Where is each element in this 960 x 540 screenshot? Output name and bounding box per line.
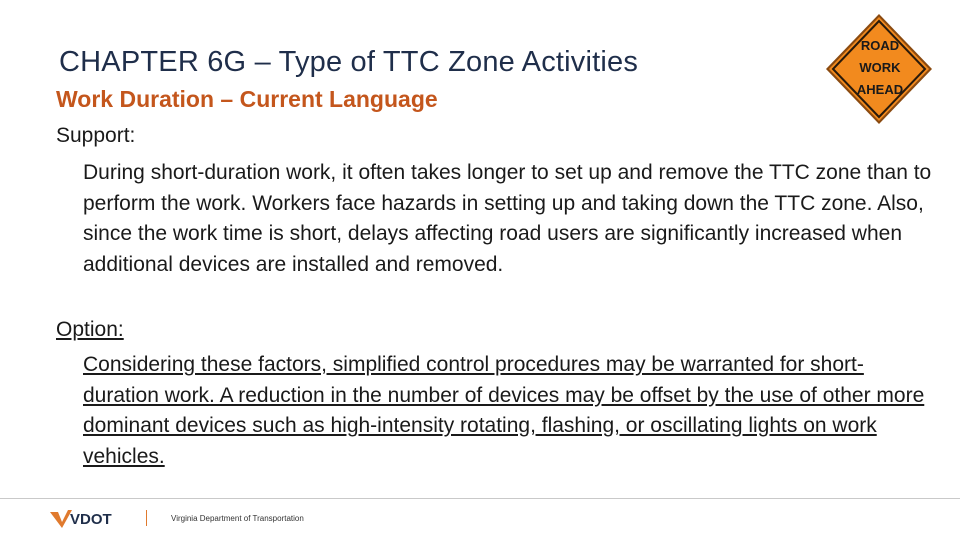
footer-separator xyxy=(146,510,147,526)
slide-subtitle: Work Duration – Current Language xyxy=(56,86,438,112)
sign-line-3: AHEAD xyxy=(856,82,904,97)
support-paragraph: During short-duration work, it often takes longer to set up and remove the TTC zone than to perform the work. Workers face hazards in setting up and taking down the TTC zone. Also, since the work time is short, delays affecting road users are significantly increased when additional devices are installed and removed. xyxy=(83,161,932,276)
department-name: Virginia Department of Transportation xyxy=(171,514,304,523)
slide-title: CHAPTER 6G – Type of TTC Zone Activities xyxy=(59,46,639,78)
vdot-logo-text: VDOT xyxy=(70,511,112,528)
option-label: Option: xyxy=(56,318,124,341)
vdot-logo xyxy=(48,508,128,530)
road-work-ahead-sign-icon xyxy=(824,12,934,126)
footer-divider xyxy=(0,498,960,499)
support-label: Support: xyxy=(56,124,136,147)
option-paragraph: Considering these factors, simplified control procedures may be warranted for short-duration work. A reduction in the number of devices may be offset by the use of other more dominant devices such as high-intensity rotating, flashing, or oscillating lights on work vehicles. xyxy=(83,353,925,468)
sign-line-2: WORK xyxy=(859,60,901,75)
sign-line-1: ROAD xyxy=(860,38,900,53)
